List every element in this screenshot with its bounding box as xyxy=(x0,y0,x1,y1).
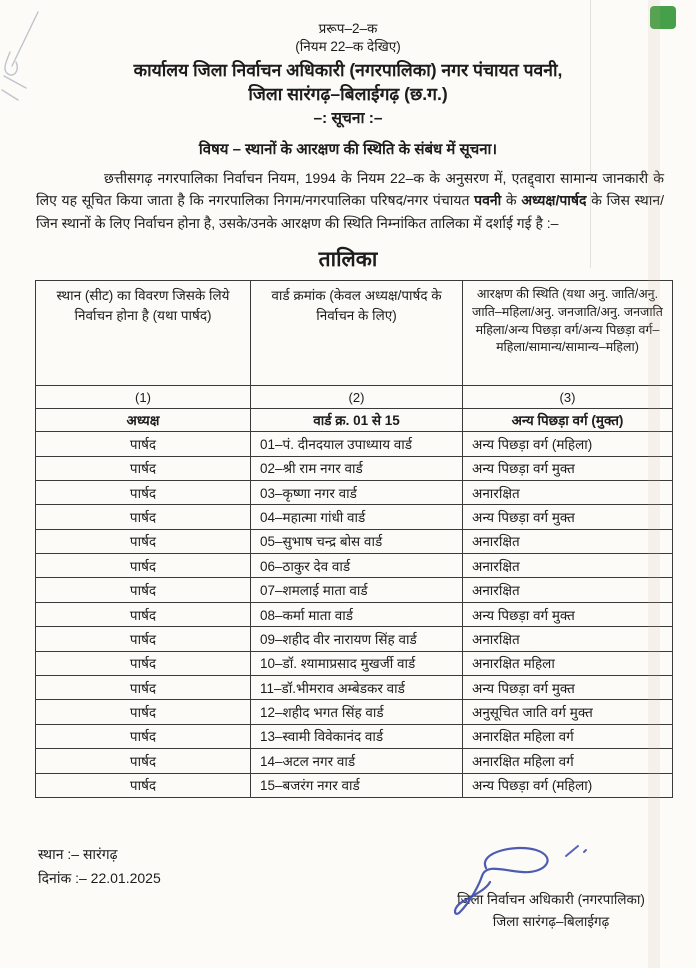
reservation-cell: अन्य पिछड़ा वर्ग मुक्त xyxy=(463,505,673,529)
footer-place-date xyxy=(38,842,161,890)
ward-cell: 03–कृष्णा नगर वार्ड xyxy=(251,480,463,504)
seat-cell: पार्षद xyxy=(36,773,251,797)
ward-cell: 07–शमलाई माता वार्ड xyxy=(251,578,463,602)
ward-cell: 05–सुभाष चन्द्र बोस वार्ड xyxy=(251,529,463,553)
column-number-row xyxy=(36,386,673,409)
reservation-cell: अनारक्षित महिला xyxy=(463,651,673,675)
signature-ink-scribble xyxy=(438,838,608,928)
reservation-cell: अनारक्षित xyxy=(463,554,673,578)
signatory-district: जिला सारंगढ़–बिलाईगढ़ xyxy=(492,914,610,929)
ward-cell: 06–ठाकुर देव वार्ड xyxy=(251,554,463,578)
table-row xyxy=(36,602,673,626)
seat-cell: पार्षद xyxy=(36,749,251,773)
chairman-row xyxy=(36,409,673,432)
table-row xyxy=(36,700,673,724)
reservation-table xyxy=(35,280,673,798)
subject-line: विषय – स्थानों के आरक्षण की स्थिति के संबंध में सूचना। xyxy=(198,140,498,158)
col-number-1: (1) xyxy=(36,386,251,409)
reservation-cell: अन्य पिछड़ा वर्ग मुक्त xyxy=(463,676,673,700)
table-row xyxy=(36,651,673,675)
para-bold-pavni: पवनी xyxy=(474,192,502,209)
date-line: दिनांक :– 22.01.2025 xyxy=(38,870,161,886)
table-row xyxy=(36,529,673,553)
seat-cell: पार्षद xyxy=(36,676,251,700)
table-row xyxy=(36,749,673,773)
seat-cell: पार्षद xyxy=(36,554,251,578)
reservation-cell: अनुसूचित जाति वर्ग मुक्त xyxy=(463,700,673,724)
table-row xyxy=(36,480,673,504)
seat-cell: पार्षद xyxy=(36,602,251,626)
table-row xyxy=(36,456,673,480)
ward-cell: 13–स्वामी विवेकानंद वार्ड xyxy=(251,724,463,748)
ward-cell: 08–कर्मा माता वार्ड xyxy=(251,602,463,626)
notice-heading: –: सूचना :– xyxy=(313,109,383,127)
seat-cell: पार्षद xyxy=(36,432,251,456)
seat-cell: पार्षद xyxy=(36,651,251,675)
ward-cell: 14–अटल नगर वार्ड xyxy=(251,749,463,773)
reservation-cell: अनारक्षित xyxy=(463,627,673,651)
ward-cell: 15–बजरंग नगर वार्ड xyxy=(251,773,463,797)
ward-cell: 12–शहीद भगत सिंह वार्ड xyxy=(251,700,463,724)
ward-cell: 02–श्री राम नगर वार्ड xyxy=(251,456,463,480)
reservation-cell: अनारक्षित महिला वर्ग xyxy=(463,724,673,748)
reservation-cell: अनारक्षित महिला वर्ग xyxy=(463,749,673,773)
reservation-cell: अनारक्षित xyxy=(463,578,673,602)
seat-cell: पार्षद xyxy=(36,724,251,748)
reservation-cell: अन्य पिछड़ा वर्ग मुक्त xyxy=(463,456,673,480)
para-part1: छत्तीसगढ़ नगरपालिका निर्वाचन नियम, 1994 के नियम 22–क के अनुसरण में, एतद्द्वारा सामान्य जानकारी के लिए यह सूचित किया जाता है कि नगरपालिका निगम/नगरपालिका परिषद/नगर पंचायत xyxy=(36,169,664,209)
rule-reference: (नियम 22–क देखिए) xyxy=(295,39,401,55)
table-row xyxy=(36,676,673,700)
seat-cell: पार्षद xyxy=(36,505,251,529)
reservation-cell: अन्य पिछड़ा वर्ग (महिला) xyxy=(463,432,673,456)
table-row xyxy=(36,627,673,651)
para-part2: के xyxy=(501,192,522,209)
table-row xyxy=(36,773,673,797)
reservation-cell: अनारक्षित xyxy=(463,529,673,553)
corner-green-icon xyxy=(650,6,676,29)
signatory-designation: जिला निर्वाचन अधिकारी (नगरपालिका) xyxy=(457,892,645,907)
table-header-row xyxy=(36,281,673,386)
para-bold-adhyaksh-parshad: अध्यक्ष/पार्षद xyxy=(521,192,587,209)
col-number-3: (3) xyxy=(463,386,673,409)
ward-cell: 10–डॉ. श्यामाप्रसाद मुखर्जी वार्ड xyxy=(251,651,463,675)
office-title-line2: जिला सारंगढ़–बिलाईगढ़ (छ.ग.) xyxy=(248,84,448,105)
reservation-cell: अन्य पिछड़ा वर्ग मुक्त xyxy=(463,602,673,626)
seat-cell: पार्षद xyxy=(36,456,251,480)
table-row xyxy=(36,505,673,529)
signature-block xyxy=(420,838,682,930)
table-title: तालिका xyxy=(318,248,378,272)
seat-cell: पार्षद xyxy=(36,480,251,504)
body-paragraph xyxy=(36,167,664,235)
form-number: प्ररूप–2–क xyxy=(318,21,378,36)
header-seat-column: स्थान (सीट) का विवरण जिसके लिये निर्वाचन होना है (यथा पार्षद) xyxy=(36,281,251,386)
reservation-cell: अनारक्षित xyxy=(463,480,673,504)
header-reservation-column: आरक्षण की स्थिति (यथा अनु. जाति/अनु. जाति–महिला/अनु. जनजाति/अनु. जनजाति महिला/अन्य पिछड़ा वर्ग/अन्य पिछड़ा वर्ग–महिला/सामान्य/सामान्य–महिला) xyxy=(463,281,673,386)
ward-cell: 09–शहीद वीर नारायण सिंह वार्ड xyxy=(251,627,463,651)
table-row xyxy=(36,724,673,748)
reservation-cell: अन्य पिछड़ा वर्ग (महिला) xyxy=(463,773,673,797)
reservation-cell: अन्य पिछड़ा वर्ग (मुक्त) xyxy=(463,409,673,432)
para-part3: के जिस स्थान/जिन स्थानों के लिए निर्वाचन होना है, उसके/उनके आरक्षण की स्थिति निम्नांकित तालिका में दर्शाई गई है :– xyxy=(36,192,665,231)
seat-cell: अध्यक्ष xyxy=(36,409,251,432)
ward-cell: 01–पं. दीनदयाल उपाध्याय वार्ड xyxy=(251,432,463,456)
ward-cell: 11–डॉ.भीमराव अम्बेडकर वार्ड xyxy=(251,676,463,700)
table-row xyxy=(36,432,673,456)
ward-cell: 04–महात्मा गांधी वार्ड xyxy=(251,505,463,529)
ward-cell: वार्ड क्र. 01 से 15 xyxy=(251,409,463,432)
seat-cell: पार्षद xyxy=(36,529,251,553)
office-title-line1: कार्यालय जिला निर्वाचन अधिकारी (नगरपालिका) नगर पंचायत पवनी, xyxy=(133,60,563,81)
header-ward-column: वार्ड क्रमांक (केवल अध्यक्ष/पार्षद के निर्वाचन के लिए) xyxy=(251,281,463,386)
seat-cell: पार्षद xyxy=(36,578,251,602)
table-row xyxy=(36,554,673,578)
table-row xyxy=(36,578,673,602)
col-number-2: (2) xyxy=(251,386,463,409)
place-line: स्थान :– सारंगढ़ xyxy=(38,846,118,862)
seat-cell: पार्षद xyxy=(36,627,251,651)
pen-scribble-mark xyxy=(0,4,70,104)
document-header xyxy=(0,0,696,130)
seat-cell: पार्षद xyxy=(36,700,251,724)
